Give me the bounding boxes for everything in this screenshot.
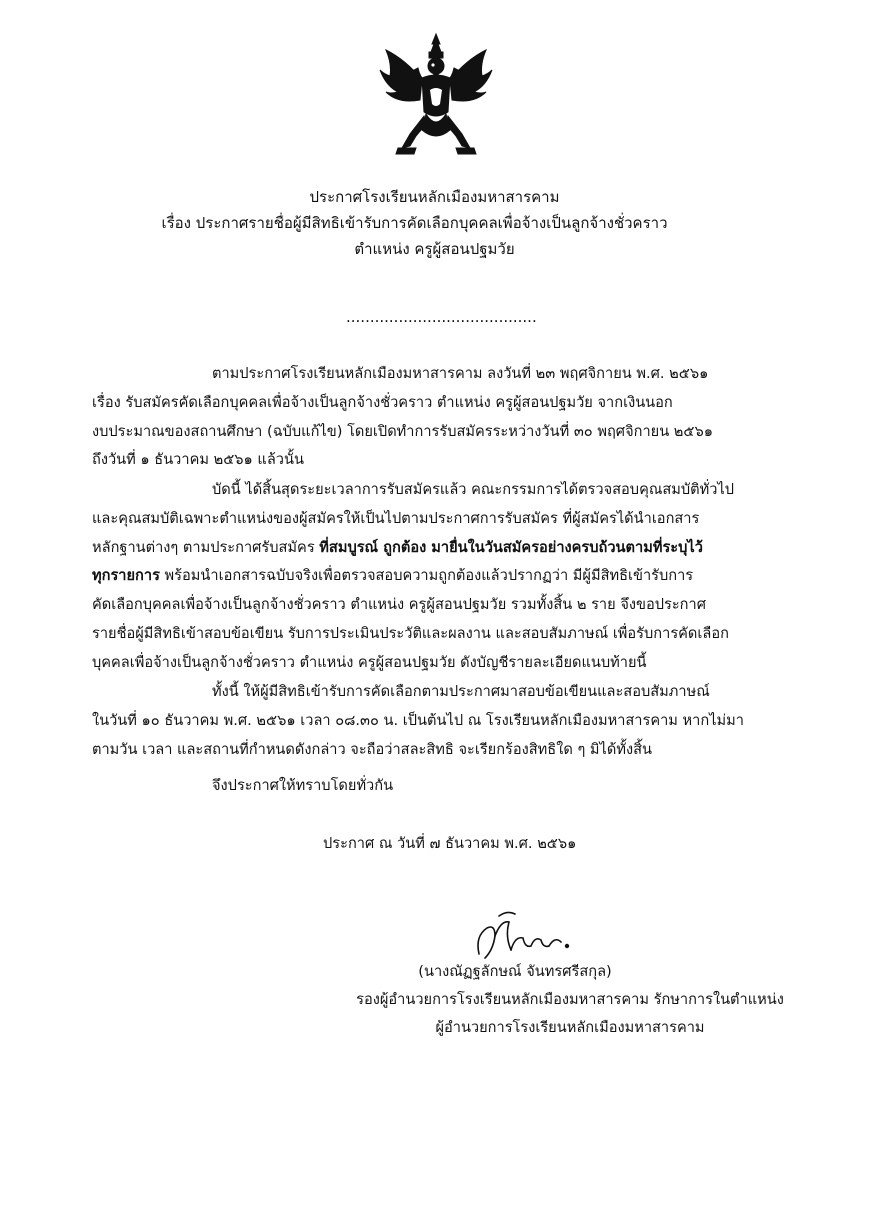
paragraph-line: เรื่อง รับสมัครคัดเลือกบุคคลเพื่อจ้างเป็นลูกจ้างชั่วคราว ตำแหน่ง ครูผู้สอนปฐมวัย จากเงินนอก [92,393,673,411]
signatory-title-2: ผู้อำนวยการโรงเรียนหลักเมืองมหาสารคาม [435,1019,705,1036]
paragraph-line: งบประมาณของสถานศึกษา (ฉบับแก้ไข) โดยเปิดทำการรับสมัครระหว่างวันที่ ๓๐ พฤศจิกายน ๒๕๖๑ [92,422,714,440]
paragraph-line: คัดเลือกบุคคลเพื่อจ้างเป็นลูกจ้างชั่วคราว ตำแหน่ง ครูผู้สอนปฐมวัย รวมทั้งสิ้น ๒ ราย จึงขอประกาศ [92,596,706,614]
closing-statement: จึงประกาศให้ทราบโดยทั่วกัน [212,777,394,794]
paragraph-line [92,534,792,563]
text-bold: ทุกรายการ [92,567,160,585]
text-normal: พร้อมนำเอกสารฉบับจริงเพื่อตรวจสอบความถูกต้องแล้วปรากฏว่า มีผู้มีสิทธิเข้ารับการ [159,567,694,585]
paragraph-line: รายชื่อผู้มีสิทธิเข้าสอบข้อเขียน รับการประเมินประวัติและผลงาน และสอบสัมภาษณ์ เพื่อรับการคัดเลือก [92,624,729,642]
announcement-date: ประกาศ ณ วันที่ ๗ ธันวาคม พ.ศ. ๒๕๖๑ [323,835,577,852]
paragraph-line [92,562,792,591]
organization-title: ประกาศโรงเรียนหลักเมืองมหาสารคาม [309,188,560,206]
paragraph-3 [92,678,792,764]
signatory-title-1: รองผู้อำนวยการโรงเรียนหลักเมืองมหาสารคาม รักษาการในตำแหน่ง [356,991,784,1008]
subject-line: เรื่อง ประกาศรายชื่อผู้มีสิทธิเข้ารับการคัดเลือกบุคคลเพื่อจ้างเป็นลูกจ้างชั่วคราว [161,214,668,232]
paragraph-line: ถึงวันที่ ๑ ธันวาคม ๒๕๖๑ แล้วนั้น [92,451,304,469]
paragraph-1 [92,360,792,475]
paragraph-line: บัดนี้ ได้สิ้นสุดระยะเวลาการรับสมัครแล้ว คณะกรรมการได้ตรวจสอบคุณสมบัติทั่วไป [212,481,735,498]
paragraph-line: และคุณสมบัติเฉพาะตำแหน่งของผู้สมัครให้เป็นไปตามประกาศการรับสมัคร ที่ผู้สมัครได้นำเอกสาร [92,509,700,527]
handwritten-signature [465,906,585,966]
dotted-separator: ........................................ [346,308,537,326]
paragraph-line: ในวันที่ ๑๐ ธันวาคม พ.ศ. ๒๕๖๑ เวลา ๐๘.๓๐ น. เป็นต้นไป ณ โรงเรียนหลักเมืองมหาสารคาม หากไม่มา [92,711,744,729]
paragraph-2 [92,476,792,678]
paragraph-line: ทั้งนี้ ให้ผู้มีสิทธิเข้ารับการคัดเลือกตามประกาศมาสอบข้อเขียนและสอบสัมภาษณ์ [212,683,710,700]
signatory-block [300,958,800,1042]
text-bold: ที่สมบูรณ์ ถูกต้อง มายื่นในวันสมัครอย่างครบถ้วนตามที่ระบุไว้ [319,538,703,556]
paragraph-line: บุคคลเพื่อจ้างเป็นลูกจ้างชั่วคราว ตำแหน่ง ครูผู้สอนปฐมวัย ดังบัญชีรายละเอียดแนบท้ายนี้ [92,653,647,671]
signatory-name: (นางณัฏฐลักษณ์ จันทรศรีสกุล) [418,963,612,980]
garuda-emblem-icon [376,30,496,160]
text-normal: หลักฐานต่างๆ ตามประกาศรับสมัคร [92,538,320,556]
paragraph-line: ตามประกาศโรงเรียนหลักเมืองมหาสารคาม ลงวันที่ ๒๓ พฤศจิกายน พ.ศ. ๒๕๖๑ [212,365,709,382]
position-line: ตำแหน่ง ครูผู้สอนปฐมวัย [354,240,515,258]
paragraph-line: ตามวัน เวลา และสถานที่กำหนดดังกล่าว จะถือว่าสละสิทธิ จะเรียกร้องสิทธิใด ๆ มิได้ทั้งสิ้น [92,740,652,758]
announcement-header [0,184,869,262]
